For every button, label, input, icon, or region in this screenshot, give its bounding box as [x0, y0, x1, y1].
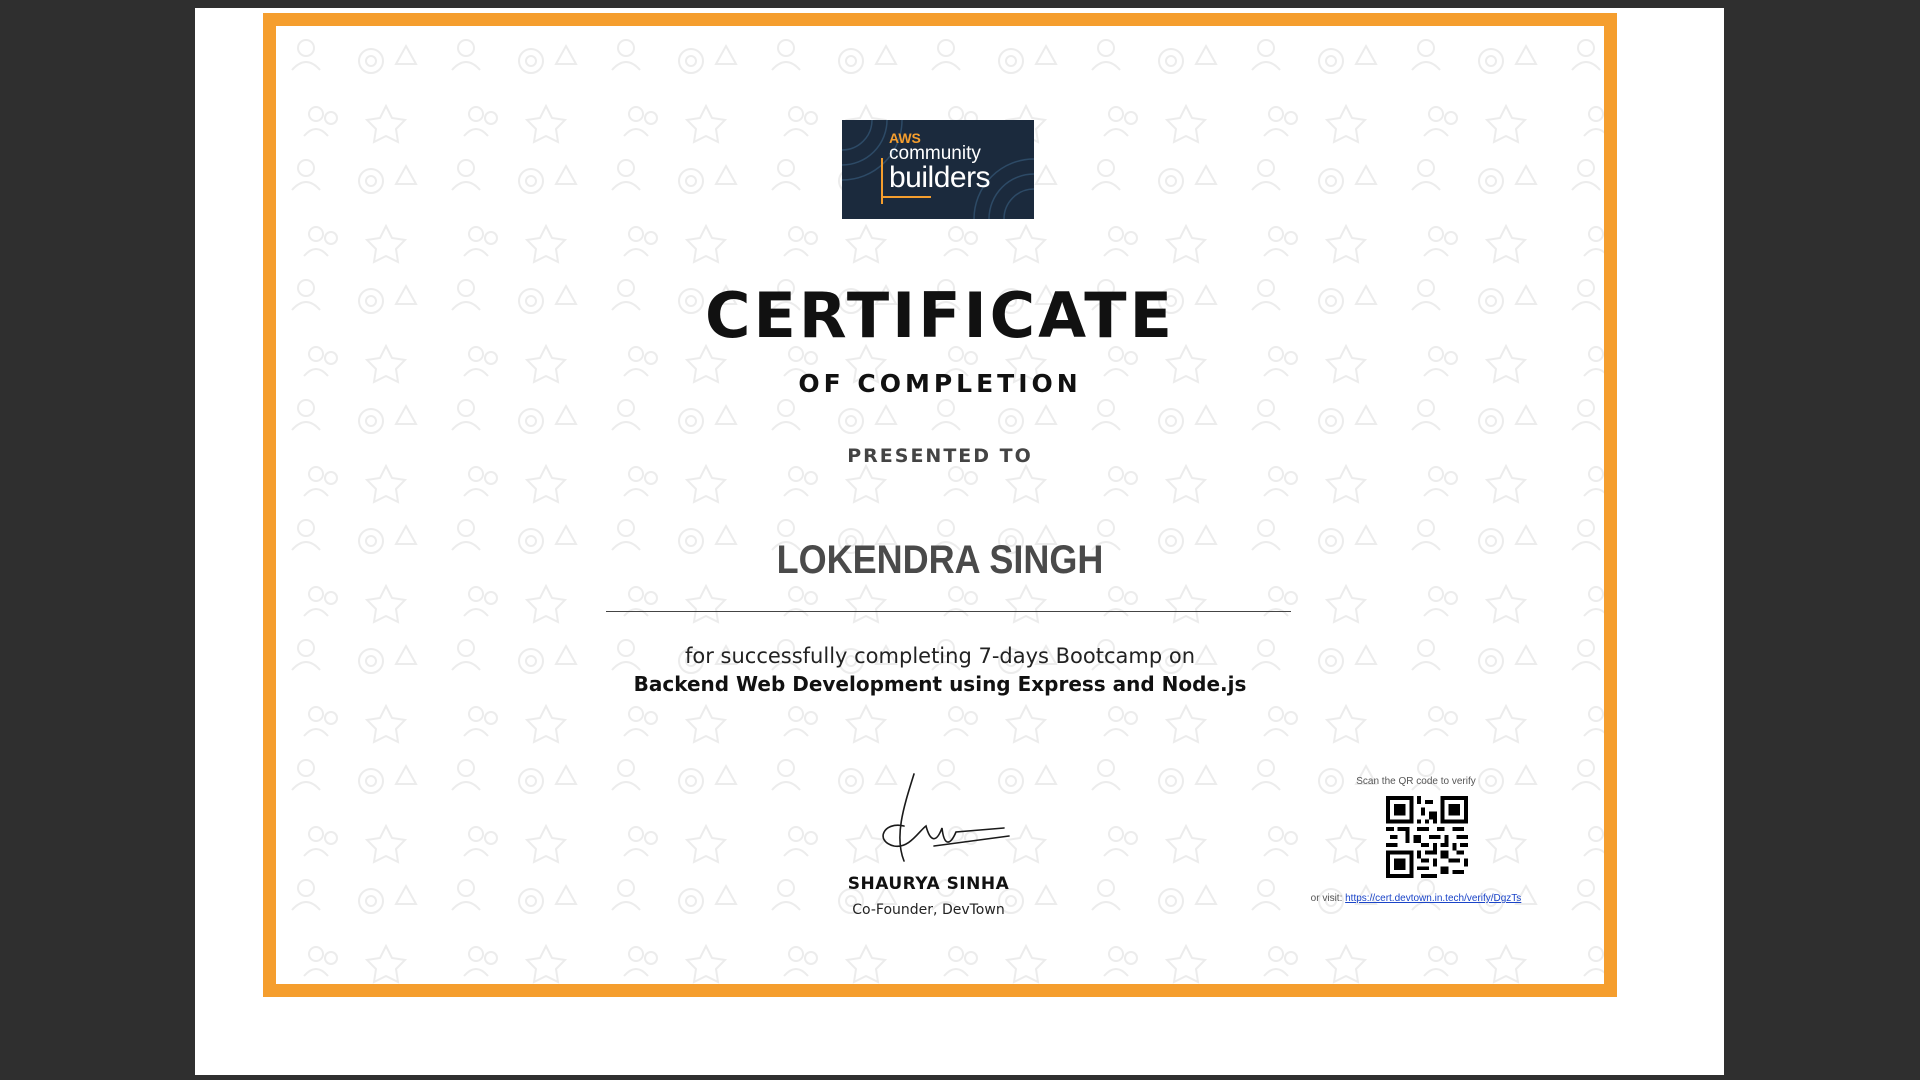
- certificate-page: [195, 8, 1724, 1075]
- aws-community-builders-logo: [842, 120, 1034, 219]
- logo-accent-tick: [881, 196, 931, 198]
- qr-caption: Scan the QR code to verify: [1356, 776, 1476, 787]
- verify-link-line: [1246, 893, 1586, 904]
- course-name: Backend Web Development using Express and Node.js: [633, 672, 1247, 696]
- signature-image: [864, 766, 1014, 876]
- signatory-name: SHAURYA SINHA: [847, 874, 1010, 894]
- presented-to-label: PRESENTED TO: [847, 445, 1033, 467]
- verify-link[interactable]: https://cert.devtown.in.tech/verify/DgzTs: [1345, 893, 1522, 904]
- name-underline: [606, 611, 1291, 612]
- certificate-title: CERTIFICATE: [705, 279, 1175, 352]
- logo-builders-text: builders: [889, 161, 991, 194]
- qr-code[interactable]: [1386, 796, 1468, 878]
- completion-description: for successfully completing 7-days Bootcamp on: [684, 644, 1196, 668]
- verify-prefix: or visit:: [1310, 893, 1343, 904]
- recipient-name: LOKENDRA SINGH: [776, 538, 1104, 582]
- logo-community-text: community: [889, 143, 981, 164]
- certificate-subtitle: OF COMPLETION: [798, 369, 1082, 398]
- signatory-role: Co-Founder, DevTown: [852, 902, 1005, 918]
- certificate-frame: [263, 13, 1617, 997]
- logo-aws-text: AWS: [889, 130, 921, 146]
- certificate-body: [276, 26, 1604, 984]
